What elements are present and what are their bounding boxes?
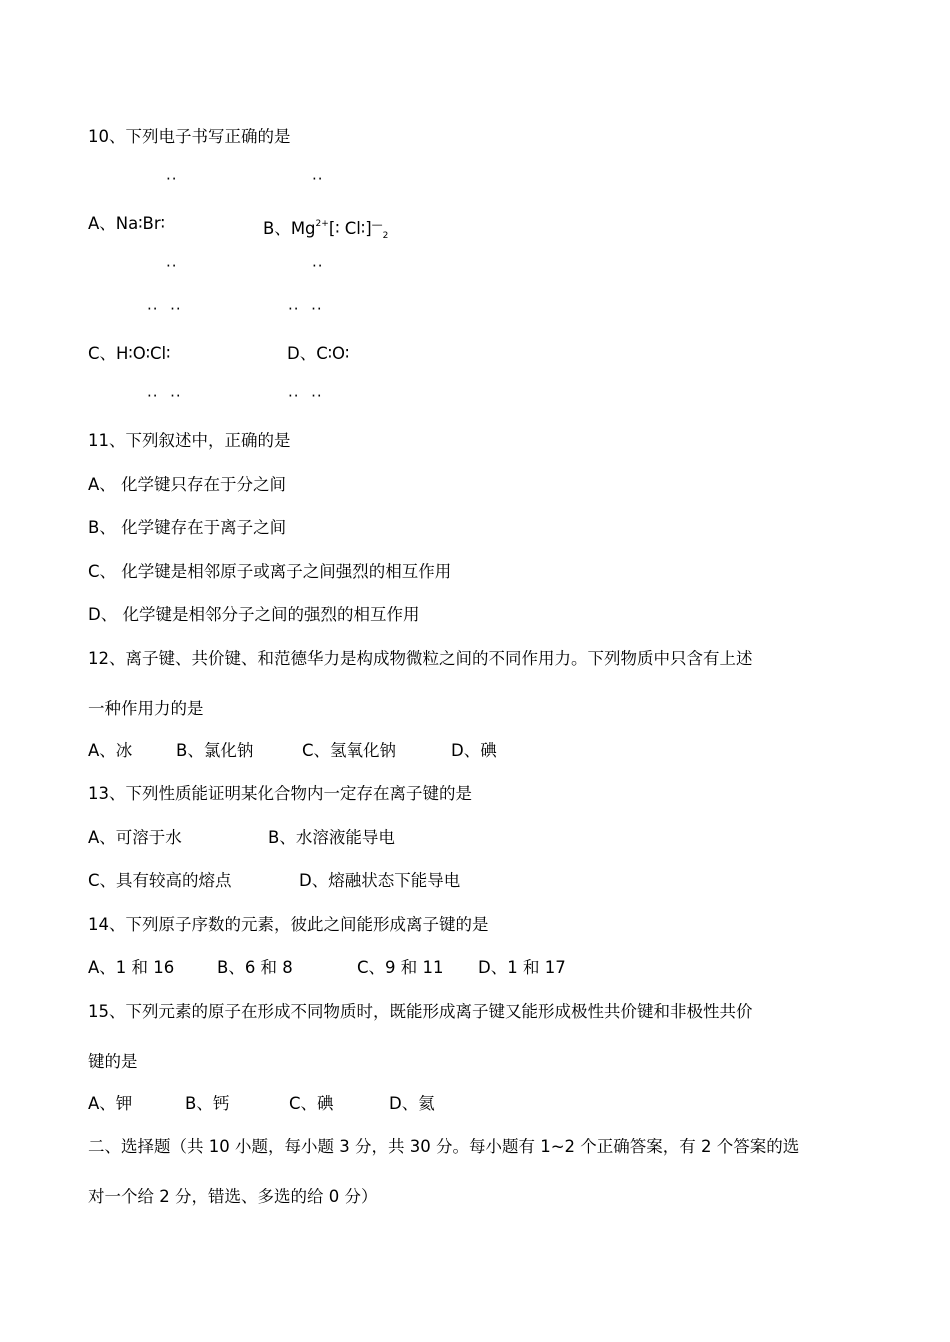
q10-b-charge: 2+ [315, 219, 329, 229]
q12-stem-line2: 一种作用力的是 [88, 699, 204, 718]
q13-option-c: C、具有较高的熔点 [88, 871, 232, 890]
q10-b-dots-top: ·· [312, 170, 324, 188]
q14-option-a: A、1 和 16 [88, 958, 175, 977]
q10-b-bracket: [∶ Cl∶] [328, 219, 372, 238]
q15-option-d: D、氦 [389, 1094, 435, 1113]
q10-option-b [263, 213, 388, 247]
q11-option-a: A、 化学键只存在于分之间 [88, 475, 287, 494]
q14-stem: 14、下列原子序数的元素，彼此之间能形成离子键的是 [88, 915, 489, 934]
q11-option-d: D、 化学键是相邻分子之间的强烈的相互作用 [88, 605, 420, 624]
q10-option-d: D、C∶O∶ [287, 344, 350, 363]
q10-option-c: C、H∶O∶Cl∶ [88, 344, 171, 363]
q10-b-count: 2 [382, 231, 389, 241]
q10-d-dots-top: ·· ·· [288, 300, 323, 318]
q10-c-dots-bottom: ·· ·· [147, 387, 182, 405]
q13-option-b: B、水溶液能导电 [268, 828, 395, 847]
q10-b-minus: — [371, 218, 383, 231]
section2-heading-line1: 二、选择题（共 10 小题，每小题 3 分，共 30 分。每小题有 1~2 个正确答案，有 2 个答案的选 [88, 1137, 800, 1156]
q12-option-c: C、氢氧化钠 [302, 741, 397, 760]
q11-option-b: B、 化学键存在于离子之间 [88, 518, 287, 537]
q11-option-c: C、 化学键是相邻原子或离子之间强烈的相互作用 [88, 562, 452, 581]
q13-stem: 13、下列性质能证明某化合物内一定存在离子键的是 [88, 784, 472, 803]
section2-heading-line2: 对一个给 2 分，错选、多选的给 0 分） [88, 1187, 378, 1206]
q12-option-a: A、冰 [88, 741, 133, 760]
q10-c-dots-top: ·· ·· [147, 300, 182, 318]
q10-stem: 10、下列电子书写正确的是 [88, 127, 291, 146]
q13-option-d: D、熔融状态下能导电 [299, 871, 461, 890]
q12-option-d: D、碘 [451, 741, 497, 760]
q13-option-a: A、可溶于水 [88, 828, 182, 847]
q15-option-b: B、钙 [185, 1094, 230, 1113]
q15-stem-line1: 15、下列元素的原子在形成不同物质时，既能形成离子键又能形成极性共价键和非极性共价 [88, 1002, 753, 1021]
q10-d-dots-bottom: ·· ·· [288, 387, 323, 405]
q11-stem: 11、下列叙述中，正确的是 [88, 431, 291, 450]
q10-b-prefix: B、Mg [263, 219, 316, 238]
q15-option-c: C、碘 [289, 1094, 334, 1113]
q14-option-b: B、6 和 8 [217, 958, 293, 977]
q12-option-b: B、氯化钠 [176, 741, 254, 760]
q10-b-dots-bottom: ·· [312, 257, 324, 275]
q10-a-dots-top: ·· [166, 170, 178, 188]
q15-option-a: A、钾 [88, 1094, 133, 1113]
q12-stem-line1: 12、离子键、共价键、和范德华力是构成物微粒之间的不同作用力。下列物质中只含有上述 [88, 649, 753, 668]
q10-a-dots-bottom: ·· [166, 257, 178, 275]
q14-option-c: C、9 和 11 [357, 958, 444, 977]
q10-option-a: A、Na∶Br∶ [88, 214, 165, 233]
q14-option-d: D、1 和 17 [478, 958, 566, 977]
q15-stem-line2: 键的是 [88, 1052, 138, 1071]
